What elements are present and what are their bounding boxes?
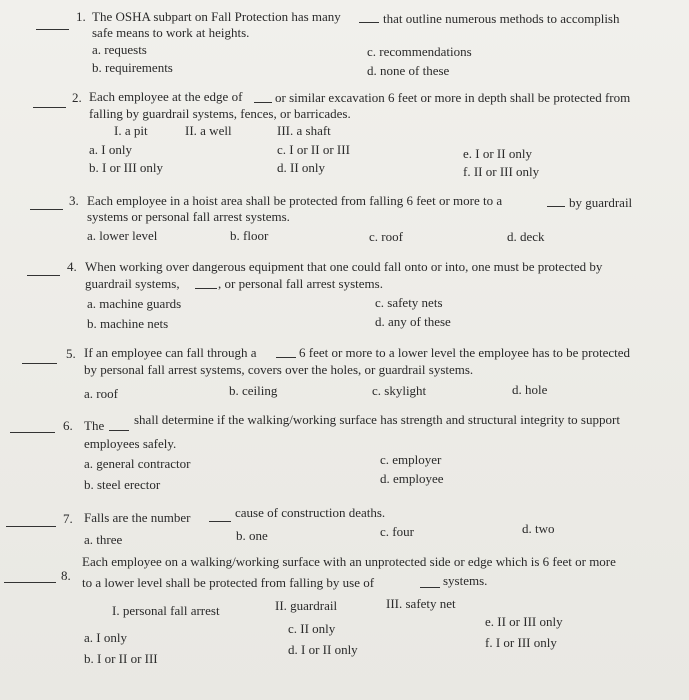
q8-option-b[interactable]: b. I or II or III <box>84 651 158 666</box>
q1-option-a[interactable]: a. requests <box>92 42 147 57</box>
q6-number: 6. <box>63 418 73 433</box>
q5-inline-blank <box>276 357 296 358</box>
q4-text-line2a: guardrail systems, <box>85 276 180 291</box>
q4-inline-blank <box>195 288 217 289</box>
q3-number: 3. <box>69 193 79 208</box>
q3-option-b[interactable]: b. floor <box>230 228 269 243</box>
q7-number: 7. <box>63 511 73 526</box>
q5-option-a[interactable]: a. roof <box>84 386 118 401</box>
q1-option-c[interactable]: c. recommendations <box>367 44 472 59</box>
q2-roman-2: II. a well <box>185 123 232 138</box>
q6-option-b[interactable]: b. steel erector <box>84 477 161 492</box>
q5-text-line1: If an employee can fall through a <box>84 345 257 360</box>
q8-text-line1: Each employee on a walking/working surface with an unprotected side or edge which is 6 feet or more <box>82 554 616 569</box>
q5-number: 5. <box>66 346 76 361</box>
answer-blank-q5[interactable] <box>22 363 57 364</box>
q8-option-e[interactable]: e. II or III only <box>485 614 563 629</box>
q8-option-a[interactable]: a. I only <box>84 630 127 645</box>
q1-inline-blank <box>359 22 379 23</box>
answer-blank-q4[interactable] <box>27 275 60 276</box>
q2-option-d[interactable]: d. II only <box>277 160 326 175</box>
q1-text-line1: The OSHA subpart on Fall Protection has many <box>92 9 341 24</box>
q1-text-line1b: that outline numerous methods to accomplish <box>383 11 620 26</box>
q8-inline-blank <box>420 587 440 588</box>
q2-text-line1: Each employee at the edge of <box>89 89 243 104</box>
q8-option-c[interactable]: c. II only <box>288 621 336 636</box>
q7-text-line1: Falls are the number <box>84 510 191 525</box>
q6-option-c[interactable]: c. employer <box>380 452 442 467</box>
q3-text-line1b: by guardrail <box>569 195 633 210</box>
q8-roman-1: I. personal fall arrest <box>112 603 220 618</box>
answer-blank-q1[interactable] <box>36 29 69 30</box>
q4-text-line2b: , or personal fall arrest systems. <box>218 276 383 291</box>
q3-option-a[interactable]: a. lower level <box>87 228 158 243</box>
q8-text-line2b: systems. <box>443 573 488 588</box>
q5-text-line1b: 6 feet or more to a lower level the employee has to be protected <box>299 345 631 360</box>
q3-text-line2: systems or personal fall arrest systems. <box>87 209 290 224</box>
q8-text-line2: to a lower level shall be protected from falling by use of <box>82 575 375 590</box>
answer-blank-q2[interactable] <box>33 107 66 108</box>
q7-option-d[interactable]: d. two <box>522 521 555 536</box>
q8-option-d[interactable]: d. I or II only <box>288 642 358 657</box>
q6-text-line1: The <box>84 418 105 433</box>
q7-option-c[interactable]: c. four <box>380 524 414 539</box>
q2-option-e[interactable]: e. I or II only <box>463 146 532 161</box>
q3-option-c[interactable]: c. roof <box>369 229 403 244</box>
q5-option-d[interactable]: d. hole <box>512 382 548 397</box>
answer-blank-q6[interactable] <box>10 432 55 433</box>
q8-number: 8. <box>61 568 71 583</box>
q3-text-line1: Each employee in a hoist area shall be protected from falling 6 feet or more to a <box>87 193 503 208</box>
q4-option-a[interactable]: a. machine guards <box>87 296 182 311</box>
q4-option-d[interactable]: d. any of these <box>375 314 451 329</box>
q4-text-line1: When working over dangerous equipment that one could fall onto or into, one must be protected by <box>85 259 603 274</box>
q1-text-line2: safe means to work at heights. <box>92 25 250 40</box>
q1-number: 1. <box>76 9 86 24</box>
q3-option-d[interactable]: d. deck <box>507 229 545 244</box>
q3-inline-blank <box>547 206 565 207</box>
q8-roman-2: II. guardrail <box>275 598 338 613</box>
q2-text-line2: falling by guardrail systems, fences, or barricades. <box>89 106 351 121</box>
q6-option-d[interactable]: d. employee <box>380 471 444 486</box>
q1-option-b[interactable]: b. requirements <box>92 60 173 75</box>
q5-text-line2: by personal fall arrest systems, covers over the holes, or guardrail systems. <box>84 362 474 377</box>
q2-option-b[interactable]: b. I or III only <box>89 160 164 175</box>
q6-text-line1b: shall determine if the walking/working surface has strength and structural integrity to support <box>134 412 620 427</box>
q1-option-d[interactable]: d. none of these <box>367 63 450 78</box>
q8-option-f[interactable]: f. I or III only <box>485 635 557 650</box>
q4-option-b[interactable]: b. machine nets <box>87 316 169 331</box>
q7-option-b[interactable]: b. one <box>236 528 268 543</box>
q2-roman-3: III. a shaft <box>277 123 331 138</box>
q4-option-c[interactable]: c. safety nets <box>375 295 443 310</box>
q5-option-c[interactable]: c. skylight <box>372 383 427 398</box>
q2-option-f[interactable]: f. II or III only <box>463 164 540 179</box>
q6-text-line2: employees safely. <box>84 436 177 451</box>
q2-option-c[interactable]: c. I or II or III <box>277 142 350 157</box>
q7-inline-blank <box>209 521 231 522</box>
q7-text-line1b: cause of construction deaths. <box>235 505 386 520</box>
q2-roman-1: I. a pit <box>114 123 148 138</box>
answer-blank-q8[interactable] <box>4 582 56 583</box>
answer-blank-q3[interactable] <box>30 209 63 210</box>
q5-option-b[interactable]: b. ceiling <box>229 383 278 398</box>
q6-option-a[interactable]: a. general contractor <box>84 456 191 471</box>
q2-inline-blank <box>254 102 272 103</box>
answer-blank-q7[interactable] <box>6 526 56 527</box>
q2-number: 2. <box>72 90 82 105</box>
q7-option-a[interactable]: a. three <box>84 532 123 547</box>
q2-option-a[interactable]: a. I only <box>89 142 132 157</box>
q6-inline-blank <box>109 430 129 431</box>
q8-roman-3: III. safety net <box>386 596 456 611</box>
q4-number: 4. <box>67 259 77 274</box>
q2-text-line1b: or similar excavation 6 feet or more in depth shall be protected from <box>275 90 631 105</box>
